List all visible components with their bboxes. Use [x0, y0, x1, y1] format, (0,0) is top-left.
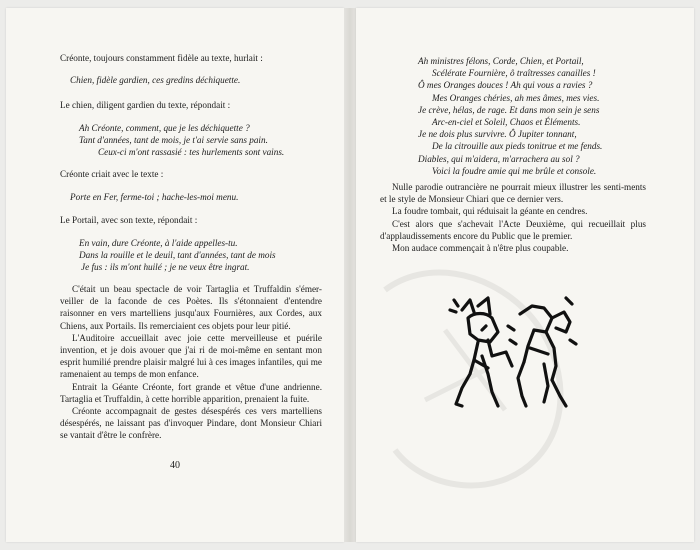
dialogue-intro: Le Portail, avec son texte, répondait : — [60, 215, 198, 225]
left-p4-verse — [79, 237, 329, 274]
book-gutter — [344, 8, 356, 542]
prose-paragraph: La foudre tombait, qui réduisait la géante en cendres. — [392, 206, 588, 217]
dialogue-intro: Créonte, toujours constamment fidèle au texte, hurlait : — [60, 53, 263, 63]
verse-line: Voici la foudre amie qui me brûle et console. — [432, 165, 597, 176]
verse-line: Je ne dois plus survivre. Ô Jupiter tonnant, — [418, 129, 577, 140]
verse-line: Je crève, hélas, de rage. Et dans mon sein je sens — [418, 104, 600, 115]
dog-drawing — [448, 296, 578, 412]
prose-paragraph: L'Auditoire accueillait avec joie cette merveilleuse et puérile invention, et je dois avouer que j'ai ri de moi-même en sentant mon esprit humilié prendre plaisir malgré lui à ces images infantiles, qui me ramenaient au temps de mon enfance. — [60, 332, 322, 380]
verse-line: Dans la rouille et le deuil, tant d'années, tant de mois — [79, 250, 276, 261]
verse-line: Mes Oranges chéries, ah mes âmes, mes vies. — [432, 92, 600, 103]
left-prose — [60, 283, 322, 442]
left-p2-intro — [60, 99, 322, 111]
prose-paragraph: Mon audace commençait à n'être plus coupable. — [392, 243, 569, 254]
verse-line: Arc-en-ciel et Soleil, Chaos et Éléments. — [432, 117, 581, 128]
right-verse — [398, 55, 688, 177]
prose-paragraph: Nulle parodie outrancière ne pourrait mieux illustrer les senti-ments et le style de Monsieur Chiari que ce dernier vers. — [380, 182, 646, 205]
prose-paragraph: Entrait la Géante Créonte, fort grande et vêtue d'une andrienne. Tartaglia et Truffaldin, à cette horrible apparition, prenaient la fuite. — [60, 381, 322, 404]
verse-line: En vain, dure Créonte, à l'aide appelles-tu. — [79, 238, 238, 248]
left-p3-verse — [70, 191, 322, 203]
verse-line: Scélérate Fournière, ô traîtresses canailles ! — [432, 68, 596, 79]
left-p4-intro — [60, 214, 322, 226]
verse-line: Ceux-ci m'ont rassasié : tes hurlements sont vains. — [98, 147, 285, 158]
verse-line: De la citrouille aux pieds tonitrue et me fends. — [432, 141, 603, 152]
left-p3-intro — [60, 168, 322, 180]
right-prose — [380, 181, 646, 254]
dialogue-intro: Créonte criait avec le texte : — [60, 169, 164, 179]
verse-line: Chien, fidèle gardien, ces gredins déchiquette. — [70, 75, 241, 85]
page-number: 40 — [170, 460, 180, 471]
prose-paragraph: C'était un beau spectacle de voir Tartaglia et Truffaldin s'émer-veiller de la faconde de ces Poètes. Ils s'étonnaient d'entendre raisonner en vers martelliens jusqu'aux Fournières, aux Cordes, aux Chiens, aux Portails. Ils remerciaient ces objets pour leur pitié. — [60, 284, 322, 331]
verse-line: Tant d'années, tant de mois, je t'ai servie sans pain. — [79, 135, 268, 146]
left-p2-verse — [79, 122, 329, 159]
verse-line: Ah ministres félons, Corde, Chien, et Portail, — [418, 56, 584, 66]
verse-line: Ah Créonte, comment, que je les déchiquette ? — [79, 123, 250, 133]
dialogue-intro: Le chien, diligent gardien du texte, répondait : — [60, 100, 231, 110]
prose-paragraph: Créonte accompagnait de gestes désespérés ces vers martelliens désespérés, ne laissant pas d'invoquer Pindare, dont Monsieur Chiari se vantait d'être le confrère. — [60, 406, 322, 441]
left-p1-verse — [70, 74, 322, 86]
prose-paragraph: C'est alors que s'achevait l'Acte Deuxième, qui recueillait plus d'applaudissements encore du Public que le premier. — [380, 218, 646, 241]
left-p1-intro — [60, 52, 322, 64]
verse-line: Ô mes Oranges douces ! Ah qui vous a ravies ? — [418, 80, 593, 91]
verse-line: Diables, qui m'aidera, m'arrachera au sol ? — [418, 153, 580, 164]
verse-line: Je fus : ils m'ont huilé ; je ne veux être ingrat. — [81, 262, 250, 273]
verse-line: Porte en Fer, ferme-toi ; hache-les-moi menu. — [70, 192, 239, 202]
